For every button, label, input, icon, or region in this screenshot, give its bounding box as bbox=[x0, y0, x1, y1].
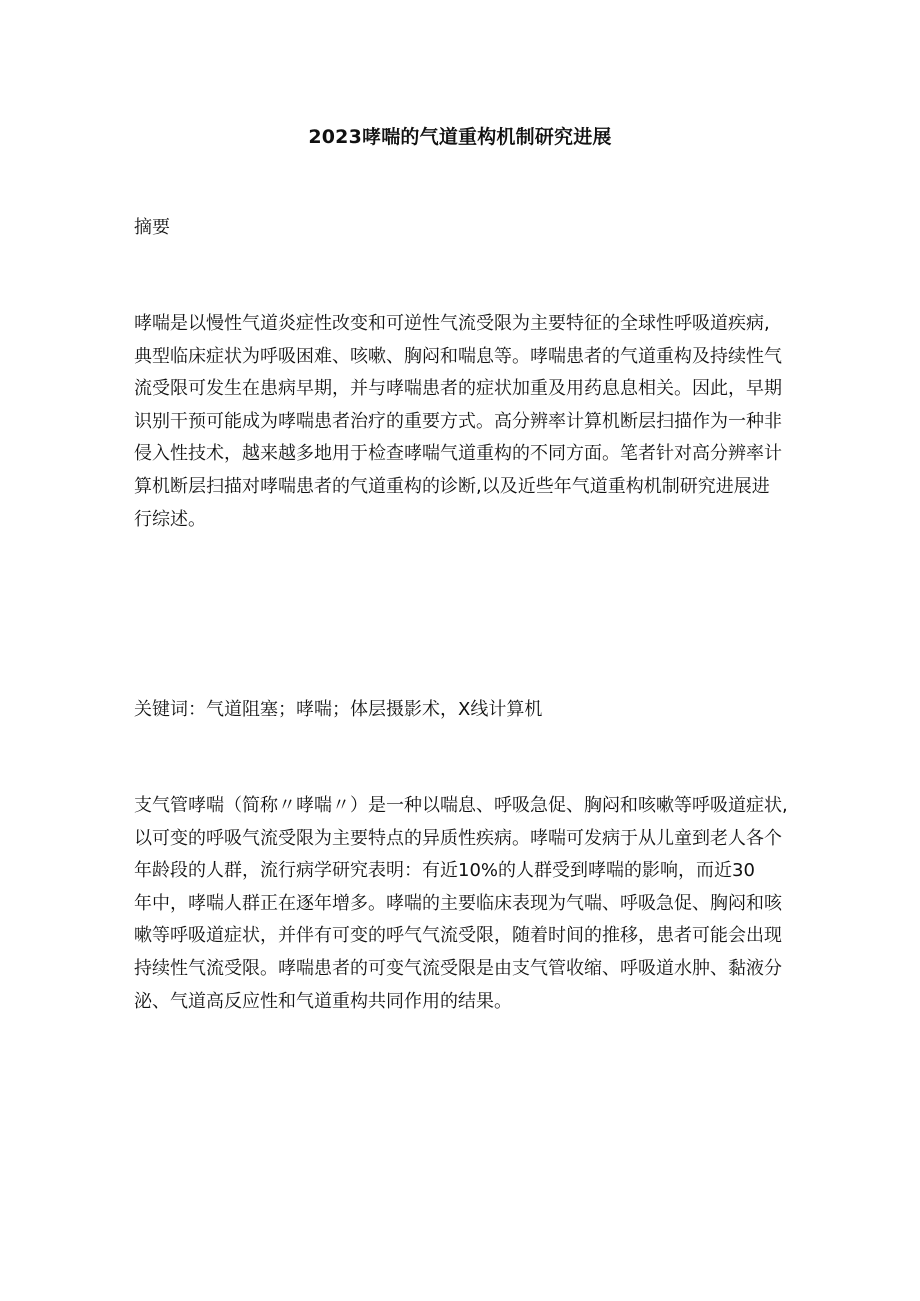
abstract-line: 行综述。 bbox=[134, 508, 206, 530]
abstract-line: 典型临床症状为呼吸困难、咳嗽、胸闷和喘息等。哮喘患者的气道重构及持续性气 bbox=[134, 345, 782, 367]
abstract-paragraph bbox=[134, 308, 794, 536]
abstract-line: 算机断层扫描对哮喘患者的气道重构的诊断,以及近些年气道重构机制研究进展进 bbox=[134, 475, 770, 497]
body-paragraph bbox=[134, 790, 794, 1018]
body-line: 持续性气流受限。哮喘患者的可变气流受限是由支气管收缩、呼吸道水肿、黏液分 bbox=[134, 957, 782, 979]
keywords-line: 关键词：气道阻塞；哮喘；体层摄影术，X线计算机 bbox=[134, 699, 543, 720]
body-line: 泌、气道高反应性和气道重构共同作用的结果。 bbox=[134, 990, 512, 1012]
body-line: 以可变的呼吸气流受限为主要特点的异质性疾病。哮喘可发病于从儿童到老人各个 bbox=[134, 827, 782, 849]
body-line: 年中，哮喘人群正在逐年增多。哮喘的主要临床表现为气喘、呼吸急促、胸闷和咳 bbox=[134, 892, 782, 914]
abstract-line: 识别干预可能成为哮喘患者治疗的重要方式。高分辨率计算机断层扫描作为一种非 bbox=[134, 410, 782, 432]
abstract-heading: 摘要 bbox=[134, 217, 170, 238]
document-title: 2023哮喘的气道重构机制研究进展 bbox=[308, 126, 612, 148]
abstract-line: 哮喘是以慢性气道炎症性改变和可逆性气流受限为主要特征的全球性呼吸道疾病, bbox=[134, 313, 770, 334]
abstract-line: 侵入性技术，越来越多地用于检查哮喘气道重构的不同方面。笔者针对高分辨率计 bbox=[134, 443, 782, 465]
abstract-line: 流受限可发生在患病早期，并与哮喘患者的症状加重及用药息息相关。因此，早期 bbox=[134, 378, 782, 400]
body-line: 支气管哮喘（简称〃哮喘〃）是一种以喘息、呼吸急促、胸闷和咳嗽等呼吸道症状, bbox=[134, 795, 788, 816]
body-line: 嗽等呼吸道症状，并伴有可变的呼气气流受限，随着时间的推移，患者可能会出现 bbox=[134, 925, 782, 947]
body-line: 年龄段的人群，流行病学研究表明：有近10%的人群受到哮喘的影响，而近30 bbox=[134, 860, 755, 882]
